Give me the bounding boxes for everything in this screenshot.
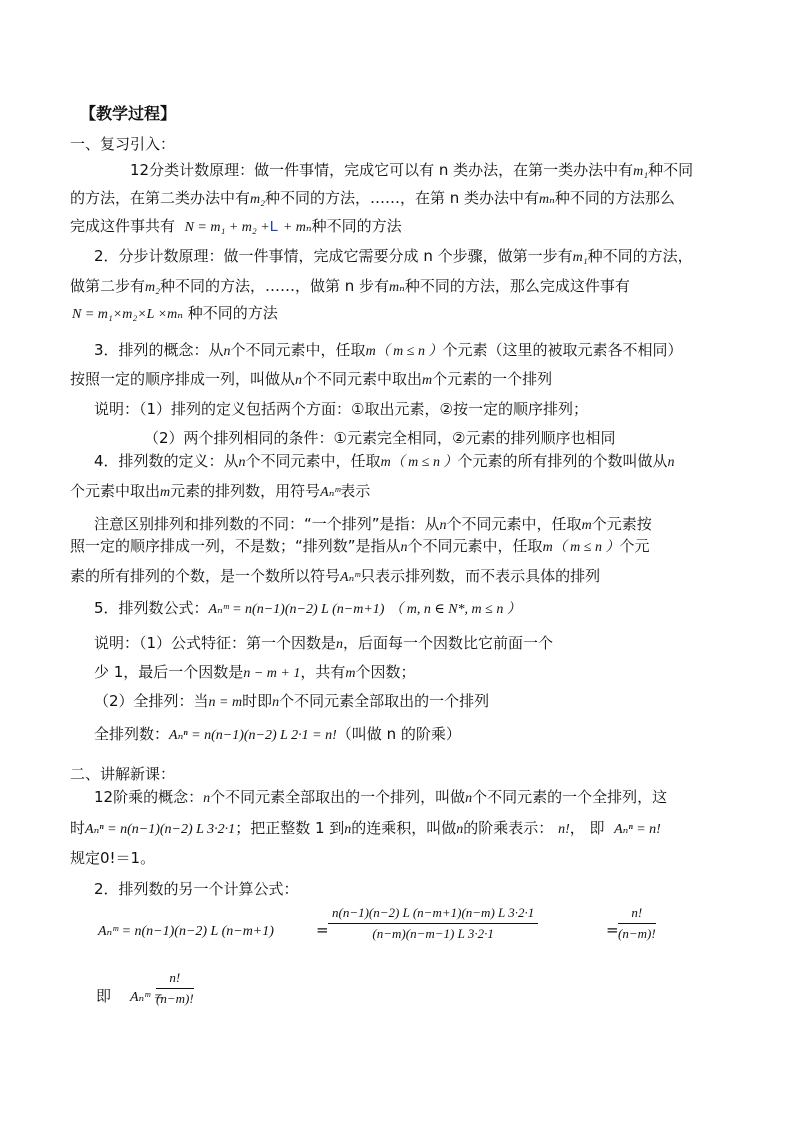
text: 12阶乘的概念：: [94, 788, 204, 806]
text: 的阶乘表示：: [463, 819, 554, 837]
text: ， 即: [569, 819, 605, 837]
text: 个不同元素的一个全排列，这: [472, 788, 668, 806]
text: 种不同的方法: [187, 304, 278, 322]
text: 的方法，在第二类办法中有: [70, 189, 251, 207]
formula-permutation: Aₙᵐ = n(n−1)(n−2) L (n−m+1): [98, 924, 274, 939]
formula-permutation: Aₙᵐ = n(n−1)(n−2) L (n−m+1): [208, 602, 385, 617]
text: ，共有: [300, 663, 346, 681]
section-review-heading: 一、复习引入：: [70, 135, 176, 153]
math-m: m: [380, 455, 391, 470]
text: ；把正整数 1 到: [235, 819, 345, 837]
text: 个不同元素中取出: [302, 370, 423, 388]
para-factorial-concept-line1: [94, 787, 667, 809]
text: 12分类计数原理：做一件事情，完成它可以有 n 类办法，在第一类办法中有: [130, 161, 634, 179]
fraction-factorial: [618, 905, 656, 942]
text: 4．排列数的定义：从: [94, 452, 239, 470]
math-n: n: [400, 540, 408, 555]
text: 元素的排列数，用符号: [170, 482, 321, 500]
formula-last-factor: n − m + 1: [243, 666, 301, 681]
para-zero-factorial: 规定0!＝1。: [70, 849, 156, 867]
para-alt-formula-title: 2．排列数的另一个计算公式：: [94, 880, 299, 898]
fraction-denominator: (n−m)(n−m−1) L 3·2·1: [372, 926, 494, 941]
math-m2: m₂: [250, 192, 265, 207]
text: 完成这件事共有: [70, 217, 176, 235]
math-m1: m₁: [633, 164, 649, 179]
text: 照一定的顺序排成一列，不是数；“排列数”是指从: [70, 537, 401, 555]
math-m: m: [422, 373, 433, 388]
equals-sign: =: [316, 921, 329, 939]
formula-A-equals-n-factorial: Aₙⁿ = n!: [614, 822, 661, 837]
note-full-permutation: [94, 691, 489, 713]
math-n: n: [336, 637, 344, 652]
math-mn: mₙ: [389, 280, 405, 295]
para-distinction-line1: [94, 514, 652, 536]
math-m: m: [365, 344, 376, 359]
text: 种不同的方法那么: [554, 189, 675, 207]
math-n: n: [344, 822, 352, 837]
text: 少 1，最后一个因数是: [94, 663, 244, 681]
math-m: m: [160, 485, 171, 500]
formula-sum: N = m₁ + m₂ +: [184, 220, 270, 235]
para-multiplication-principle-line2: [70, 276, 630, 298]
text: 个不同元素中，任取: [407, 537, 543, 555]
formula-sum-end: + mₙ: [282, 220, 312, 235]
para-permutation-concept-line1: [94, 340, 683, 362]
text: 3．排列的概念：从: [94, 341, 224, 359]
fraction-expanded: [328, 905, 538, 942]
text: 个元素（这里的被取元素各不相同）: [442, 341, 683, 359]
math-m1: m₁: [572, 250, 588, 265]
symbol-A: Aₙᵐ: [340, 570, 361, 585]
para-multiplication-principle-line3: [72, 303, 278, 325]
symbol-A: Aₙᵐ: [320, 485, 341, 500]
text: 表示: [340, 482, 371, 500]
condition: （ m ≤ n ）: [375, 344, 443, 359]
formula-full-permutation: Aₙⁿ = n(n−1)(n−2) L 3·2·1: [85, 822, 236, 837]
text: 个因数；: [355, 663, 416, 681]
text: 种不同的方法: [311, 217, 402, 235]
fraction-numerator: n!: [618, 905, 656, 924]
equals-sign: =: [606, 921, 619, 939]
text: 个元素中取出: [70, 482, 161, 500]
text: 种不同的方法，……，做第 n 步有: [160, 277, 390, 295]
lesson-process-heading: 【教学过程】: [80, 104, 177, 123]
para-permutation-number-line1: [94, 451, 675, 473]
formula-alt-lhs: [98, 920, 274, 942]
formula-product: N = m₁×m₂×L ×mₙ: [72, 307, 183, 322]
symbol-A: Aₙᵐ =: [130, 990, 164, 1005]
math-n: n: [223, 344, 231, 359]
text: ，后面每一个因数比它前面一个: [343, 634, 554, 652]
section-new-lesson-heading: 二、讲解新课：: [70, 765, 176, 783]
text: 种不同的方法，: [587, 247, 693, 265]
note-formula-feature-line1: [94, 633, 553, 655]
text: 按照一定的顺序排成一列，叫做从: [70, 370, 296, 388]
text: （叫做 n 的阶乘）: [336, 725, 461, 743]
text: 说明：（1）公式特征：第一个因数是: [94, 634, 337, 652]
para-factorial-concept-line2: [70, 818, 661, 840]
text: 的连乘积，叫做: [351, 819, 457, 837]
text: 种不同: [648, 161, 694, 179]
math-n: n: [203, 791, 211, 806]
formula-n-factorial: n!: [558, 822, 570, 837]
para-permutation-formula: [94, 598, 521, 620]
math-n: n: [272, 695, 280, 710]
label-therefore: 即: [96, 987, 112, 1005]
math-m: m: [542, 540, 553, 555]
text: 个不同元素中，任取: [230, 341, 366, 359]
note-identical-conditions: （2）两个排列相同的条件：①元素完全相同，②元素的排列顺序也相同: [144, 429, 616, 447]
para-permutation-number-line2: [70, 481, 370, 503]
para-multiplication-principle-line1: [94, 246, 693, 268]
text: 素的所有排列的个数，是一个数所以符号: [70, 567, 341, 585]
text: 个不同元素中，任取: [245, 452, 381, 470]
text: 做第二步有: [70, 277, 146, 295]
text: 时: [70, 819, 86, 837]
math-m: m: [345, 666, 356, 681]
para-distinction-line2: [70, 536, 650, 558]
fraction-denominator: (n−m)!: [156, 991, 194, 1006]
para-distinction-line3: [70, 566, 600, 588]
para-addition-principle-line1: [130, 160, 693, 182]
text: 2．分步计数原理：做一件事情，完成它需要分成 n 个步骤，做第一步有: [94, 247, 573, 265]
ellipsis-L: L: [269, 218, 279, 235]
math-n: n: [295, 373, 303, 388]
text: （2）全排列：当: [94, 692, 209, 710]
condition: （ m ≤ n ）: [390, 455, 458, 470]
text: 个元素的所有排列的个数叫做从: [457, 452, 668, 470]
text: 个元: [619, 537, 650, 555]
text: 个不同元素中，任取: [446, 515, 582, 533]
formula-factorial: Aₙⁿ = n(n−1)(n−2) L 2·1 = n!: [169, 728, 337, 743]
fraction-denominator: (n−m)!: [618, 926, 656, 941]
text: 只表示排列数，而不表示具体的排列: [360, 567, 601, 585]
condition: （ m ≤ n ）: [552, 540, 620, 555]
para-addition-principle-line2: [70, 188, 675, 210]
math-n: n: [439, 518, 447, 533]
text: 时即: [242, 692, 273, 710]
para-addition-principle-line3: [70, 216, 402, 238]
note-definition-aspects: 说明：（1）排列的定义包括两个方面：①取出元素，②按一定的顺序排列；: [94, 400, 588, 418]
text: 种不同的方法，……，在第 n 类办法中有: [265, 189, 540, 207]
text: 注意区别排列和排列数的不同：“一个排列”是指：从: [94, 515, 440, 533]
text: 种不同的方法，那么完成这件事有: [404, 277, 630, 295]
fraction-numerator: n(n−1)(n−2) L (n−m+1)(n−m) L 3·2·1: [328, 905, 538, 924]
math-n: n: [456, 822, 464, 837]
text: 个元素按: [591, 515, 652, 533]
math-n: n: [465, 791, 473, 806]
text: 个元素的一个排列: [432, 370, 553, 388]
text: 个不同元素全部取出的一个排列: [279, 692, 490, 710]
math-m: m: [581, 518, 592, 533]
para-full-permutation-number: [94, 724, 461, 746]
condition: （ m, n ∈ N*, m ≤ n ）: [389, 602, 521, 617]
text: 5．排列数公式：: [94, 599, 209, 617]
formula-n-equals-m: n = m: [208, 695, 243, 710]
para-permutation-concept-line2: [70, 369, 552, 391]
text: 个不同元素全部取出的一个排列，叫做: [210, 788, 466, 806]
fraction-numerator: n!: [156, 970, 194, 989]
math-n: n: [667, 455, 675, 470]
math-m2: m₂: [145, 280, 160, 295]
fraction-final: [156, 970, 194, 1007]
math-n: n: [238, 455, 246, 470]
text: 全排列数：: [94, 725, 170, 743]
math-mn: mₙ: [539, 192, 555, 207]
note-formula-feature-line2: [94, 662, 415, 684]
